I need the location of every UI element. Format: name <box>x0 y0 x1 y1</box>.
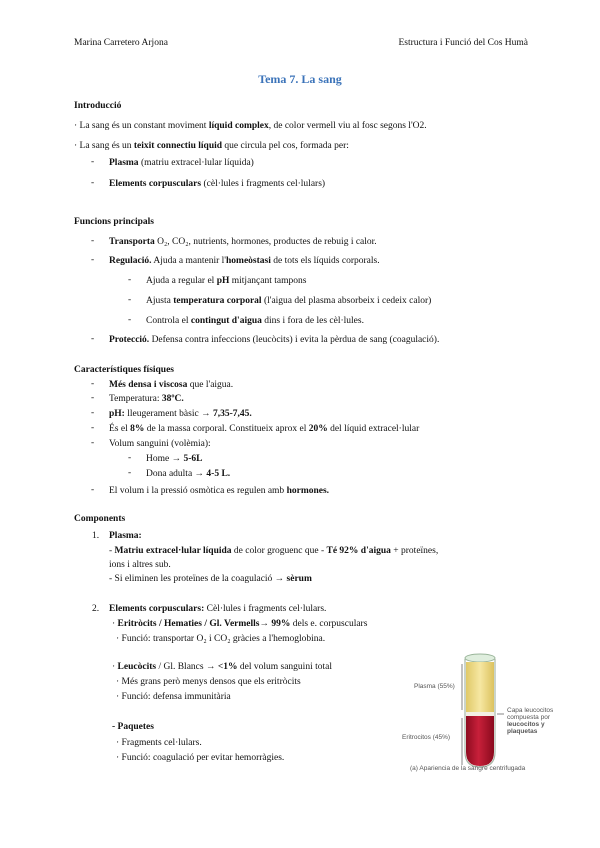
paquetes-funcio: · Funció: coagulació per evitar hemorràgies. <box>116 753 285 763</box>
dash-bullet: - <box>91 485 95 495</box>
text-bold: Plasma <box>109 158 139 168</box>
dash-bullet: - <box>91 438 95 448</box>
section-heading-components: Components <box>74 514 126 524</box>
header-course: Estructura i Funció del Cos Humà <box>398 38 528 48</box>
figure-caption: (a) Apariencia de la sangre centrifugada <box>410 765 526 772</box>
intro-paragraph-1 <box>74 120 427 132</box>
plasma-serum <box>109 573 312 585</box>
text-bold: Elements corpusculars <box>109 179 202 189</box>
text: Home → <box>146 454 184 464</box>
text: de color groguenc que - <box>231 546 327 556</box>
dash-bullet: - <box>128 453 132 463</box>
text: , de color vermell viu al fosc segons l'O2. <box>268 121 427 131</box>
funcio-transporta <box>109 236 377 248</box>
caract-temperatura <box>109 393 184 405</box>
text-bold: homeòstasi <box>226 256 271 266</box>
plasma-percent-label: Plasma (55%) <box>414 683 455 690</box>
dash-bullet: - <box>91 423 95 433</box>
text-bold: pH <box>216 276 230 286</box>
caract-volum: Volum sanguini (volèmia): <box>109 439 211 449</box>
volum-dona <box>146 468 230 480</box>
dash-bullet: - <box>91 178 95 188</box>
text-bold: teixit connectiu líquid <box>133 141 223 151</box>
text: / Gl. Blancs → <box>156 662 218 672</box>
leucocits-mida: · Més grans però menys densos que els eritròcits <box>116 677 301 687</box>
header-author: Marina Carretero Arjona <box>74 38 168 48</box>
text-bold: sèrum <box>286 574 312 584</box>
text: del volum sanguini total <box>237 662 332 672</box>
text-bold: contingut d'aigua <box>190 316 262 326</box>
text-bold: líquid complex <box>208 121 269 131</box>
dash-bullet: - <box>91 157 95 167</box>
section-heading-funcions: Funcions principals <box>74 217 154 227</box>
dash-bullet: - <box>91 236 95 246</box>
text-bold: Més densa i viscosa <box>109 380 188 390</box>
section-heading-caracteristiques: Característiques físiques <box>74 365 175 375</box>
text-bold: 8% <box>130 424 145 434</box>
component-plasma-heading: Plasma: <box>109 531 142 541</box>
dash-bullet: - <box>128 295 132 305</box>
text-bold: <1% <box>217 662 238 672</box>
text: Controla el <box>146 316 191 326</box>
list-number: 2. <box>92 604 100 614</box>
regulacio-temperatura <box>146 295 431 307</box>
buffy-coat-layer <box>466 712 494 716</box>
text: · La sang és un constant moviment <box>74 121 209 131</box>
text: (matriu extracel·lular líquida) <box>138 158 254 168</box>
centrifuged-blood-figure <box>402 652 554 774</box>
text-bold: Leucòcits <box>117 662 157 672</box>
intro-bullet-plasma <box>109 157 254 169</box>
intro-paragraph-2 <box>74 140 349 152</box>
regulacio-ph <box>146 275 306 287</box>
buffy-label-2: compuesta por <box>507 714 550 721</box>
text: Cèl·lules i fragments cel·lulars. <box>204 604 327 614</box>
regulacio-aigua <box>146 315 364 327</box>
dash-bullet: - <box>91 408 95 418</box>
text: lleugerament bàsic → <box>124 409 213 419</box>
text-bold: 4-5 L. <box>206 469 231 479</box>
dash-bullet: - <box>128 468 132 478</box>
buffy-label-4: plaquetas <box>507 728 538 735</box>
page-title: Tema 7. La sang <box>258 72 342 86</box>
dash-bullet: - <box>91 255 95 265</box>
text-bold: Protecció. <box>109 335 150 345</box>
text-bold: 20% <box>308 424 328 434</box>
text: dels e. corpusculars <box>290 619 368 629</box>
funcio-proteccio <box>109 334 439 346</box>
dash-bullet: - <box>91 334 95 344</box>
text: que circula pel cos, formada per: <box>222 141 349 151</box>
text: Ajusta <box>146 296 174 306</box>
text: del líquid extracel·lular <box>327 424 420 434</box>
caract-densa <box>109 379 233 391</box>
text: de la massa corporal. Constitueix aprox el <box>144 424 309 434</box>
text-bold: 38ºC. <box>161 394 184 404</box>
text: (l'aigua del plasma absorbeix i cedeix calor) <box>261 296 432 306</box>
erythrocyte-layer <box>466 716 494 766</box>
text-bold: 5-6L <box>183 454 203 464</box>
plasma-line-2: ions i altres sub. <box>109 560 171 570</box>
text-bold: pH: <box>109 409 125 419</box>
text-bold: Eritròcits / Hematies / Gl. Vermells→ 99% <box>117 619 291 629</box>
volum-home <box>146 453 202 465</box>
text: Ajuda a regular el <box>146 276 217 286</box>
section-heading-intro: Introducció <box>74 101 122 111</box>
leucocits-line <box>112 661 332 673</box>
caract-ph <box>109 408 252 420</box>
text: (cèl·lules i fragments cel·lulars) <box>201 179 326 189</box>
caract-massa <box>109 423 419 435</box>
eritrocits-line <box>112 618 367 630</box>
buffy-label-3: leucocitos y <box>507 721 545 728</box>
text-bold: Matriu extracel·lular líquida <box>114 546 232 556</box>
paquetes-heading: - Paquetes <box>112 722 154 732</box>
leucocits-funcio: · Funció: defensa immunitària <box>116 692 231 702</box>
plasma-layer <box>466 662 494 712</box>
intro-bullet-elements <box>109 178 325 190</box>
dash-bullet: - <box>128 275 132 285</box>
dash-bullet: - <box>91 393 95 403</box>
dash-bullet: - <box>91 379 95 389</box>
text-bold: Transporta <box>109 237 155 247</box>
list-number: 1. <box>92 531 100 541</box>
eritrocits-funcio: · Funció: transportar O₂ i CO₂ gràcies a l'hemoglobina. <box>116 634 326 644</box>
text-bold: Té 92% d'aigua <box>326 546 391 556</box>
text-bold: temperatura corporal <box>173 296 262 306</box>
text: Temperatura: <box>109 394 162 404</box>
text: El volum i la pressió osmòtica es regulen amb <box>109 486 287 496</box>
dash-bullet: - <box>128 315 132 325</box>
text: · <box>112 662 118 672</box>
text: mitjançant tampons <box>229 276 307 286</box>
text-bold: 7,35-7,45. <box>212 409 252 419</box>
text-bold: Regulació. <box>109 256 152 266</box>
text: que l'aigua. <box>187 380 234 390</box>
plasma-line-1 <box>109 545 438 557</box>
text: O₂, CO₂, nutrients, hormones, productes de rebuig i calor. <box>154 237 377 247</box>
funcio-regulacio <box>109 255 380 267</box>
component-elements-heading <box>109 603 326 615</box>
paquetes-fragments: · Fragments cel·lulars. <box>116 738 202 748</box>
buffy-label-1: Capa leucocitos <box>507 707 554 714</box>
text: Dona adulta → <box>146 469 207 479</box>
text: de tots els líquids corporals. <box>270 256 380 266</box>
text: És el <box>109 424 131 434</box>
text: Defensa contra infeccions (leucòcits) i evita la pèrdua de sang (coagulació). <box>149 335 440 345</box>
text: · La sang és un <box>74 141 134 151</box>
text: - <box>109 546 115 556</box>
text: - Si eliminen les proteïnes de la coagulació → <box>109 574 287 584</box>
erythrocyte-percent-label: Eritrocitos (45%) <box>402 734 451 741</box>
text: · <box>112 619 118 629</box>
caract-hormones <box>109 485 329 497</box>
text-bold: hormones. <box>286 486 330 496</box>
text-bold: Elements corpusculars: <box>109 604 205 614</box>
text: dins i fora de les cèl·lules. <box>261 316 364 326</box>
text: + proteïnes, <box>390 546 439 556</box>
text: Ajuda a mantenir l' <box>151 256 227 266</box>
